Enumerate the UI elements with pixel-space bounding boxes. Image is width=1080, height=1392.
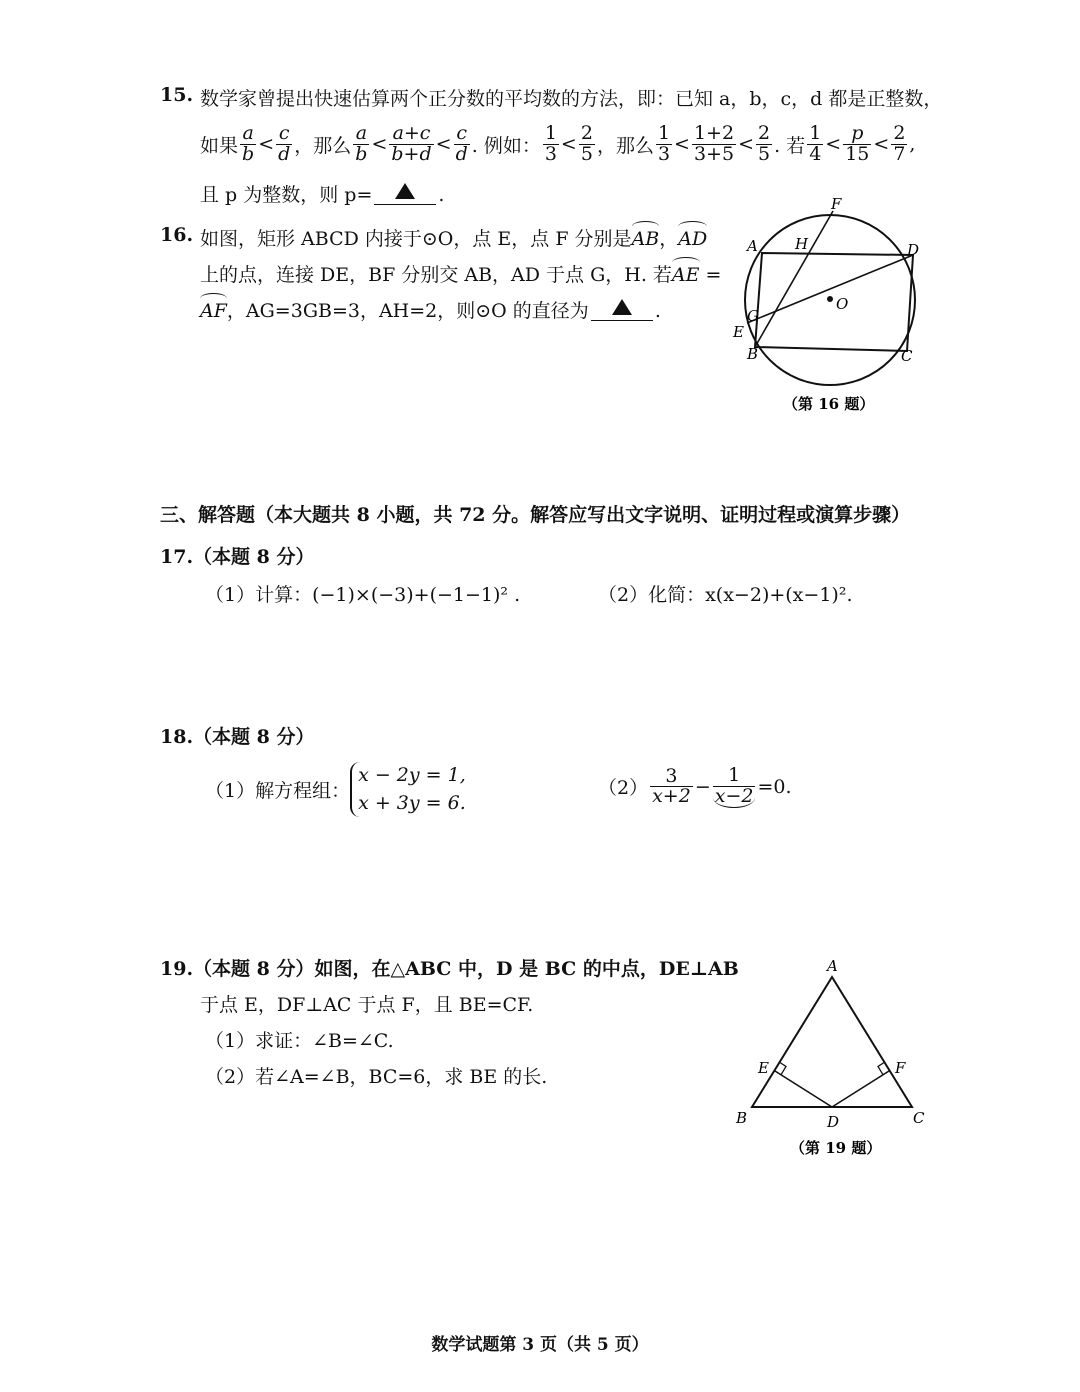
figure-16: [725, 195, 950, 425]
right-angle-e: [780, 1063, 786, 1075]
figure-19: [730, 955, 930, 1165]
label-d: D: [827, 1113, 840, 1131]
line-de: [775, 1071, 832, 1107]
q16-number: 16.: [160, 224, 194, 246]
triangle-icon: [395, 183, 415, 199]
line-df: [832, 1071, 889, 1107]
q18-part2: （2） $\frac{3}{x+2}$ − $\frac{1}{x-2}$ =0.: [598, 764, 792, 808]
label-e: E: [758, 1059, 769, 1077]
q15-frac-c2: $\frac{c}{d}$: [455, 122, 468, 165]
q15-q1: $\frac{1}{4}$: [809, 122, 822, 165]
q16-line2: 上的点，连接 DE，BF 分别交 AB，AD 于点 G，H. 若AE =: [200, 260, 721, 287]
label-g: G: [747, 307, 759, 325]
q15-frac-sum: $\frac{a+c}{b+d}$: [391, 122, 432, 165]
q15-qp: $\frac{p}{15}$: [845, 122, 870, 165]
q15-ex1: $\frac{1}{3}$: [544, 122, 557, 165]
q15-ex2: $\frac{2}{5}$: [580, 122, 593, 165]
triangle-icon: [612, 299, 632, 315]
label-h: H: [795, 235, 809, 253]
label-a: A: [827, 957, 838, 975]
fig16-caption: （第 16 题）: [783, 395, 875, 413]
label-a: A: [747, 237, 758, 255]
q17-part2: （2）化简：x(x−2)+(x−1)².: [598, 584, 853, 606]
arc-af: AF: [200, 296, 227, 322]
right-angle-f: [878, 1063, 884, 1075]
q18-header: 18.（本题 8 分）: [160, 726, 315, 748]
line-de: [747, 255, 913, 323]
q15-frac-a2: $\frac{a}{b}$: [355, 122, 368, 165]
q15-ex1b: $\frac{1}{3}$: [657, 122, 671, 165]
center-dot: [827, 296, 833, 302]
line-bf: [755, 211, 833, 347]
equation-system: x − 2y = 1, x + 3y = 6.: [350, 762, 466, 817]
q15-line3: 且 p 为整数，则 p= .: [200, 184, 445, 206]
q15-frac-c: $\frac{c}{d}$: [278, 122, 291, 165]
answer-blank-16[interactable]: [591, 298, 653, 321]
arc-ab: AB: [632, 224, 660, 250]
fig19-caption: （第 19 题）: [790, 1139, 882, 1157]
label-c: C: [913, 1109, 925, 1127]
q15-if: 如果: [200, 134, 239, 157]
label-b: B: [736, 1109, 748, 1127]
q15-line2: 如果 $\frac{a}{b}$ < $\frac{c}{d}$ ，那么 $\frac{a}{b}$ < $\frac{a+c}{b+d}$ < $\frac{c}{d}$ . 例如： $\frac{1}{3}$ < $\frac{2}{5}$ ，那么 $\frac{1}{3}$ < $\frac{1+2}{3+5}$ < $\frac{2}{5}$ . 若 $\frac{1}{4}$ < $\frac{p}{15}$ < $\frac{2}{7}$ ,: [200, 122, 916, 165]
q15-ex3: $\frac{1+2}{3+5}$: [693, 122, 735, 165]
q16-line1: 如图，矩形 ABCD 内接于⊙O，点 E，点 F 分别是AB，AD: [200, 224, 707, 251]
label-d: D: [907, 241, 920, 259]
q18-frac2: $\frac{1}{x-2}$: [714, 764, 754, 807]
q15-frac-a: $\frac{a}{b}$: [242, 122, 255, 165]
q16-line3: AF，AG=3GB=3，AH=2，则⊙O 的直径为 .: [200, 296, 661, 323]
label-f: F: [831, 195, 842, 213]
q19-line1: 19.（本题 8 分）如图，在△ABC 中，D 是 BC 的中点，DE⊥AB: [160, 958, 739, 980]
q17-header: 17.（本题 8 分）: [160, 546, 315, 568]
page-footer: 数学试题第 3 页（共 5 页）: [431, 1335, 649, 1355]
q15-ex2b: $\frac{2}{5}$: [758, 122, 771, 165]
label-b: B: [747, 345, 759, 363]
q18-part1: （1）解方程组： x − 2y = 1, x + 3y = 6.: [205, 762, 466, 817]
q19-line2: 于点 E，DF⊥AC 于点 F，且 BE=CF.: [200, 994, 534, 1016]
answer-blank[interactable]: [374, 182, 436, 205]
q15-line1: 数学家曾提出快速估算两个正分数的平均数的方法，即：已知 a，b，c，d 都是正整数，: [200, 88, 943, 110]
q18-frac1: $\frac{3}{x+2}$: [652, 764, 691, 808]
label-o: O: [836, 295, 849, 313]
label-e: E: [733, 323, 744, 341]
q19-part2: （2）若∠A=∠B，BC=6，求 BE 的长.: [205, 1066, 548, 1088]
triangle-abc: [752, 977, 912, 1107]
q19-part1: （1）求证：∠B=∠C.: [205, 1030, 394, 1052]
label-f: F: [895, 1059, 906, 1077]
q17-part1: （1）计算：(−1)×(−3)+(−1−1)² .: [205, 584, 521, 606]
arc-ae: AE: [672, 260, 700, 286]
q15-number: 15.: [160, 84, 194, 106]
rectangle-abcd: [755, 253, 913, 351]
section3-title: 三、解答题（本大题共 8 小题，共 72 分。解答应写出文字说明、证明过程或演算步骤）: [160, 504, 911, 526]
arc-ad: AD: [678, 224, 707, 250]
q15-q2: $\frac{2}{7}$: [893, 122, 906, 165]
label-c: C: [901, 347, 913, 365]
